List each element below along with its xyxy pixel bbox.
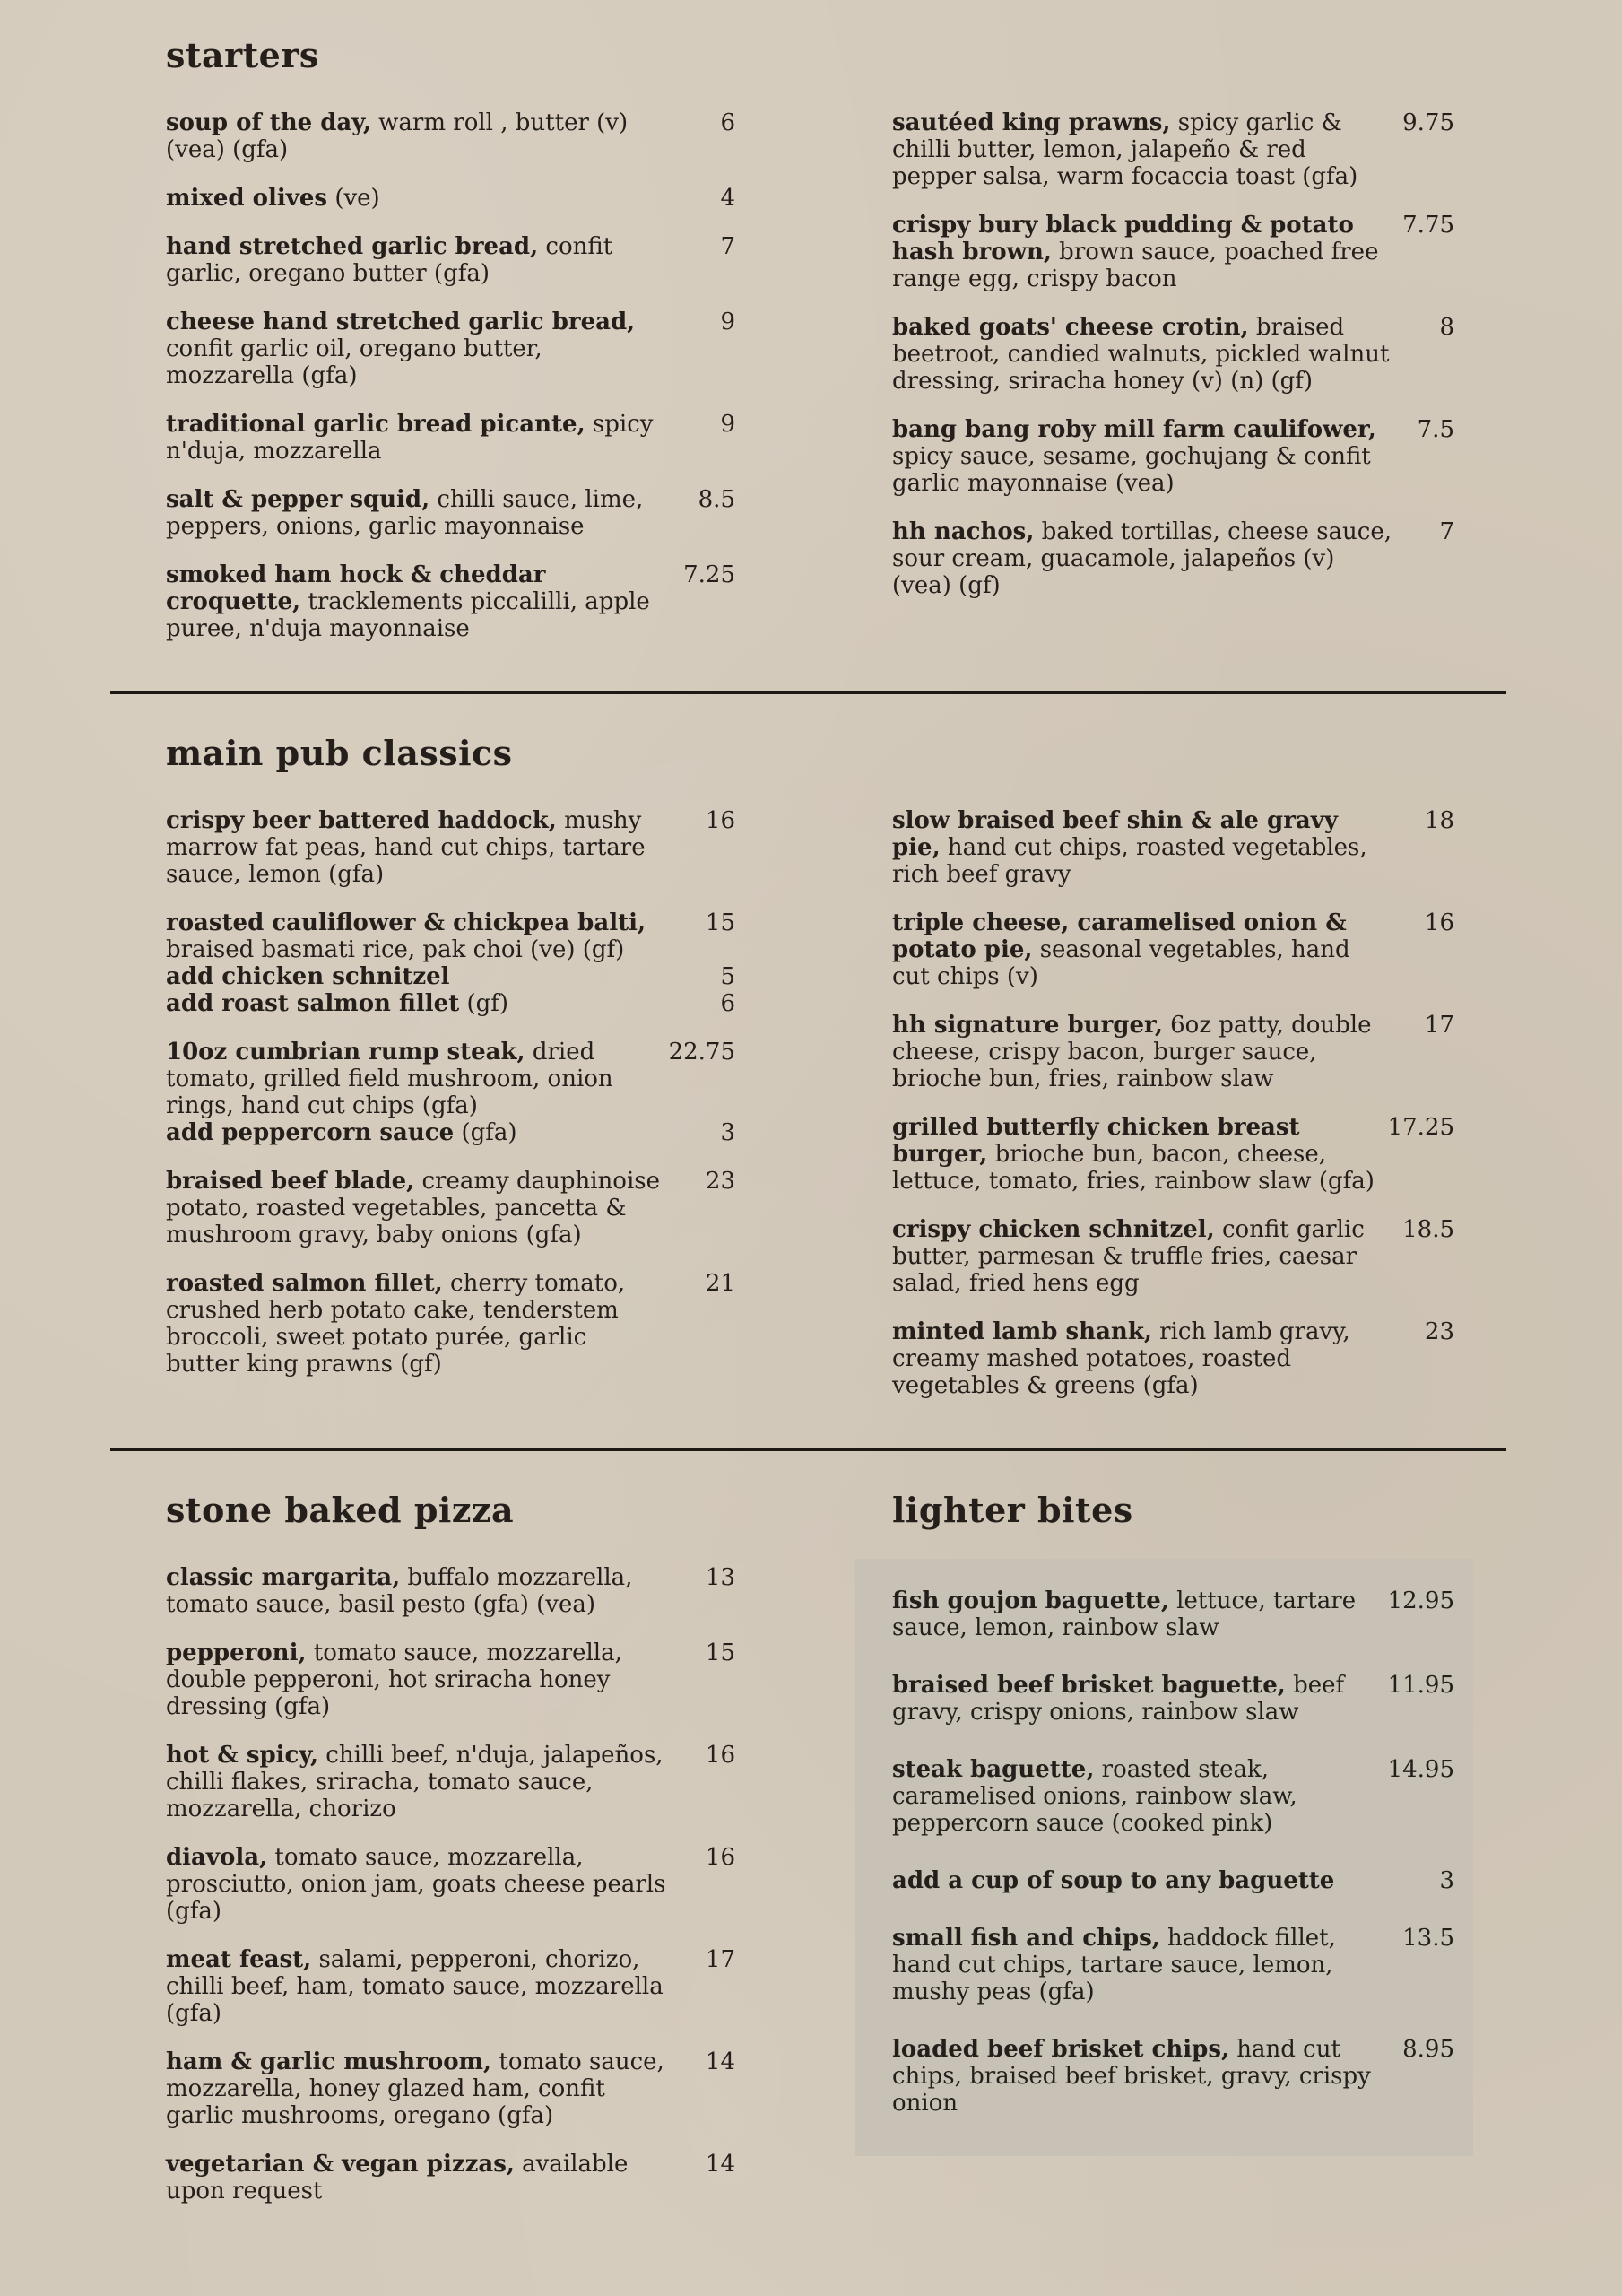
item-name: salt & pepper squid, [166, 486, 430, 513]
item-price: 16 [705, 1844, 735, 1871]
menu-item [892, 909, 1454, 990]
item-name: braised beef brisket baguette, [892, 1672, 1286, 1699]
menu-item [892, 1672, 1454, 1726]
lighter-bites-title: lighter bites [892, 1490, 1133, 1530]
item-price: 6 [720, 990, 735, 1017]
menu-item [166, 1564, 735, 1618]
item-description: mushy marrow fat peas, hand cut chips, tartare sauce, lemon (gfa) [166, 807, 646, 888]
menu-item [166, 411, 735, 465]
item-price: 7 [1439, 518, 1454, 545]
item-description: haddock fillet, hand cut chips, tartare sauce, lemon, mushy peas (gfa) [892, 1925, 1336, 2005]
item-description: confit garlic butter, parmesan & truffle fries, caesar salad, fried hens egg [892, 1216, 1365, 1297]
item-description: tomato sauce, mozzarella, honey glazed ham, confit garlic mushrooms, oregano (gfa) [166, 2048, 664, 2129]
item-text [166, 909, 666, 963]
item-name: mixed olives [166, 185, 328, 212]
mains-right-column [892, 807, 1454, 1421]
section-starters [166, 35, 1454, 664]
item-name: soup of the day, [166, 109, 371, 136]
item-name: classic margarita, [166, 1564, 401, 1591]
item-text [892, 416, 1392, 497]
item-text [892, 1867, 1392, 1894]
item-text [166, 233, 666, 287]
item-name: diavola, [166, 1844, 268, 1871]
item-name: hh nachos, [892, 518, 1035, 545]
item-price: 3 [1439, 1867, 1454, 1894]
item-description: (gf) [466, 990, 509, 1017]
item-text [892, 909, 1392, 990]
menu-item-addon [166, 963, 735, 990]
menu-item [166, 185, 735, 212]
menu-item [892, 1867, 1454, 1894]
item-price: 23 [1424, 1318, 1454, 1345]
item-name: triple cheese, caramelised onion & potato pie, [892, 909, 1347, 963]
item-price: 17 [705, 1946, 735, 1973]
menu-item [892, 1318, 1454, 1399]
item-text [892, 1012, 1392, 1092]
item-price: 16 [705, 1742, 735, 1769]
item-price: 14.95 [1387, 1756, 1454, 1783]
item-price: 13.5 [1402, 1925, 1454, 1952]
section-main-pub-classics [166, 735, 1454, 1421]
item-description: braised basmati rice, pak choi (ve) (gf) [166, 936, 625, 963]
item-name: bang bang roby mill farm caulifower, [892, 416, 1376, 443]
section-divider [110, 691, 1506, 694]
item-text [892, 1114, 1388, 1195]
item-name: hh signature burger, [892, 1012, 1163, 1039]
item-text [166, 1119, 666, 1146]
menu-item [166, 2151, 735, 2205]
item-name: cheese hand stretched garlic bread, [166, 309, 636, 335]
item-description: buffalo mozzarella, tomato sauce, basil pesto (gfa) (vea) [166, 1564, 633, 1618]
item-text [892, 314, 1392, 395]
item-description: tomato sauce, mozzarella, prosciutto, onion jam, goats cheese pearls (gfa) [166, 1844, 666, 1925]
menu-item [166, 561, 735, 642]
menu-item [166, 309, 735, 389]
menu-item-addon [166, 1119, 735, 1146]
starters-right-column [892, 109, 1454, 664]
item-description: braised beetroot, candied walnuts, pickled walnut dressing, sriracha honey (v) (n) (gf) [892, 314, 1390, 395]
item-name: hand stretched garlic bread, [166, 233, 539, 260]
item-price: 17 [1424, 1012, 1454, 1039]
menu-item [166, 109, 735, 163]
item-text [166, 2151, 666, 2205]
item-text [166, 185, 666, 212]
item-price: 7 [720, 233, 735, 260]
item-price: 14 [705, 2048, 735, 2075]
menu-item [892, 314, 1454, 395]
item-name: sautéed king prawns, [892, 109, 1171, 136]
item-text [166, 411, 666, 465]
item-price: 5 [720, 963, 735, 990]
item-text [892, 518, 1392, 599]
item-text [892, 1587, 1388, 1641]
item-name: grilled butterfly chicken breast burger, [892, 1114, 1300, 1168]
item-price: 7.5 [1417, 416, 1454, 443]
item-text [892, 1925, 1392, 2005]
item-name: smoked ham hock & cheddar croquette, [166, 561, 546, 615]
item-name: slow braised beef shin & ale gravy pie, [892, 807, 1338, 861]
item-description: salami, pepperoni, chorizo, chilli beef, ham, tomato sauce, mozzarella (gfa) [166, 1946, 664, 2027]
item-text [166, 1270, 666, 1378]
item-price: 23 [705, 1168, 735, 1195]
bottom-columns [166, 1492, 1454, 2226]
item-description: chilli sauce, lime, peppers, onions, garlic mayonnaise [166, 486, 644, 540]
item-name: crispy bury black pudding & potato hash brown, [892, 212, 1354, 265]
menu-item [892, 1756, 1454, 1837]
item-name: traditional garlic bread picante, [166, 411, 585, 438]
item-description: spicy sauce, sesame, gochujang & confit garlic mayonnaise (vea) [892, 443, 1371, 497]
item-name: ham & garlic mushroom, [166, 2048, 492, 2075]
mains-left-column [166, 807, 735, 1421]
item-text [892, 1672, 1388, 1726]
item-description: brioche bun, bacon, cheese, lettuce, tomato, fries, rainbow slaw (gfa) [892, 1141, 1375, 1195]
item-text [892, 1216, 1392, 1297]
starters-left-column [166, 109, 735, 664]
menu-item [892, 1114, 1454, 1195]
item-price: 7.75 [1402, 212, 1454, 239]
item-description: rich lamb gravy, creamy mashed potatoes, roasted vegetables & greens (gfa) [892, 1318, 1350, 1399]
menu-item [166, 1639, 735, 1720]
item-description: (ve) [334, 185, 380, 212]
lighter-bites-column [892, 1492, 1454, 2226]
item-text [892, 1318, 1392, 1399]
lighter-bites-items [892, 1587, 1454, 2117]
mains-columns [166, 807, 1454, 1421]
item-description: hand cut chips, braised beef brisket, gravy, crispy onion [892, 2036, 1371, 2117]
item-description: lettuce, tartare sauce, lemon, rainbow slaw [892, 1587, 1357, 1641]
item-name: add peppercorn sauce [166, 1119, 455, 1146]
item-price: 22.75 [668, 1039, 735, 1065]
item-description: baked tortillas, cheese sauce, sour cream, guacamole, jalapeños (v) (vea) (gf) [892, 518, 1392, 599]
main-pub-classics-title: main pub classics [166, 733, 513, 773]
item-description: (gfa) [461, 1119, 517, 1146]
item-name: braised beef blade, [166, 1168, 415, 1195]
item-description: spicy n'duja, mozzarella [166, 411, 654, 465]
item-text [166, 1844, 666, 1925]
item-description: brown sauce, poached free range egg, crispy bacon [892, 239, 1379, 292]
item-text [166, 1039, 666, 1119]
item-text [166, 486, 666, 540]
item-text [892, 109, 1392, 190]
item-name: roasted salmon fillet, [166, 1270, 443, 1297]
item-description: beef gravy, crispy onions, rainbow slaw [892, 1672, 1345, 1726]
menu-item [892, 1216, 1454, 1297]
item-description: spicy garlic & chilli butter, lemon, jalapeño & red pepper salsa, warm focaccia toast (gfa) [892, 109, 1358, 190]
item-name: loaded beef brisket chips, [892, 2036, 1230, 2063]
item-description: tomato sauce, mozzarella, double pepperoni, hot sriracha honey dressing (gfa) [166, 1639, 622, 1720]
item-description: 6oz patty, double cheese, crispy bacon, burger sauce, brioche bun, fries, rainbow slaw [892, 1012, 1372, 1092]
item-description: tracklements piccalilli, apple puree, n'duja mayonnaise [166, 588, 650, 642]
menu-item [166, 909, 735, 963]
item-text [166, 1946, 666, 2027]
item-price: 13 [705, 1564, 735, 1591]
item-price: 15 [705, 1639, 735, 1666]
menu-item [892, 807, 1454, 888]
item-name: roasted cauliflower & chickpea balti, [166, 909, 646, 936]
item-price: 9 [720, 309, 735, 335]
item-text [166, 1742, 666, 1822]
menu-item [892, 1925, 1454, 2005]
item-price: 7.25 [683, 561, 735, 588]
item-text [892, 212, 1392, 292]
item-description: chilli beef, n'duja, jalapeños, chilli flakes, sriracha, tomato sauce, mozzarella, chorizo [166, 1742, 664, 1822]
menu-item [892, 2036, 1454, 2117]
item-price: 18.5 [1402, 1216, 1454, 1243]
menu-item [892, 212, 1454, 292]
item-price: 9 [720, 411, 735, 438]
item-name: add chicken schnitzel [166, 963, 450, 990]
item-text [892, 2036, 1392, 2117]
item-price: 9.75 [1402, 109, 1454, 136]
item-text [166, 561, 666, 642]
item-text [166, 309, 666, 389]
item-price: 21 [705, 1270, 735, 1297]
item-text [166, 1564, 666, 1618]
pizza-column [166, 1492, 735, 2226]
item-text [166, 963, 666, 990]
item-name: add a cup of soup to any baguette [892, 1867, 1335, 1894]
item-price: 8.95 [1402, 2036, 1454, 2063]
item-name: steak baguette, [892, 1756, 1095, 1783]
menu-item [166, 1039, 735, 1119]
item-name: baked goats' cheese crotin, [892, 314, 1249, 341]
item-price: 17.25 [1387, 1114, 1454, 1141]
item-price: 4 [720, 185, 735, 212]
item-text [892, 807, 1392, 888]
menu-item [166, 1946, 735, 2027]
item-text [166, 807, 666, 888]
item-name: 10oz cumbrian rump steak, [166, 1039, 525, 1065]
starters-columns [166, 109, 1454, 664]
menu-item [166, 486, 735, 540]
item-description: dried tomato, grilled field mushroom, onion rings, hand cut chips (gfa) [166, 1039, 613, 1119]
item-price: 12.95 [1387, 1587, 1454, 1614]
item-price: 3 [720, 1119, 735, 1146]
item-name: crispy chicken schnitzel, [892, 1216, 1215, 1243]
menu-item [166, 1742, 735, 1822]
item-name: fish goujon baguette, [892, 1587, 1169, 1614]
item-price: 11.95 [1387, 1672, 1454, 1699]
item-price: 16 [705, 807, 735, 834]
item-price: 16 [1424, 909, 1454, 936]
item-description: hand cut chips, roasted vegetables, rich beef gravy [892, 834, 1367, 888]
item-text [166, 990, 666, 1017]
menu-item [166, 1844, 735, 1925]
menu-item [166, 2048, 735, 2129]
item-price: 8 [1439, 314, 1454, 341]
item-price: 18 [1424, 807, 1454, 834]
menu-item [892, 109, 1454, 190]
item-price: 15 [705, 909, 735, 936]
item-price: 6 [720, 109, 735, 136]
item-text [166, 1168, 666, 1248]
item-price: 8.5 [698, 486, 735, 513]
item-name: vegetarian & vegan pizzas, [166, 2151, 515, 2178]
item-name: pepperoni, [166, 1639, 307, 1666]
item-description: confit garlic oil, oregano butter, mozzarella (gfa) [166, 335, 542, 389]
item-description: seasonal vegetables, hand cut chips (v) [892, 936, 1350, 990]
item-name: minted lamb shank, [892, 1318, 1152, 1345]
item-name: hot & spicy, [166, 1742, 319, 1769]
item-price: 14 [705, 2151, 735, 2178]
menu-item [892, 416, 1454, 497]
menu-item [166, 1168, 735, 1248]
item-text [166, 109, 666, 163]
starters-title: starters [166, 35, 319, 75]
item-name: crispy beer battered haddock, [166, 807, 557, 834]
item-description: cherry tomato, crushed herb potato cake, tenderstem broccoli, sweet potato purée, garlic butter king prawns (gf) [166, 1270, 626, 1378]
lighter-bites-panel [855, 1559, 1473, 2156]
item-description: creamy dauphinoise potato, roasted vegetables, pancetta & mushroom gravy, baby onions (gfa) [166, 1168, 660, 1248]
menu-item [166, 807, 735, 888]
menu-item-addon [166, 990, 735, 1017]
menu-item [166, 233, 735, 287]
item-description: available upon request [166, 2151, 629, 2205]
menu-item [892, 1012, 1454, 1092]
item-text [166, 2048, 666, 2129]
item-text [166, 1639, 666, 1720]
section-bottom [166, 1492, 1454, 2226]
menu-item [166, 1270, 735, 1378]
item-description: warm roll , butter (v) (vea) (gfa) [166, 109, 629, 163]
menu-item [892, 518, 1454, 599]
item-text [892, 1756, 1388, 1837]
item-name: meat feast, [166, 1946, 312, 1973]
pizza-items [166, 1564, 735, 2205]
stone-baked-pizza-title: stone baked pizza [166, 1490, 515, 1530]
section-divider [110, 1448, 1506, 1451]
item-name: add roast salmon fillet [166, 990, 460, 1017]
menu-item [892, 1587, 1454, 1641]
item-name: small fish and chips, [892, 1925, 1160, 1952]
item-description: roasted steak, caramelised onions, rainbow slaw, peppercorn sauce (cooked pink) [892, 1756, 1297, 1837]
item-description: confit garlic, oregano butter (gfa) [166, 233, 613, 287]
